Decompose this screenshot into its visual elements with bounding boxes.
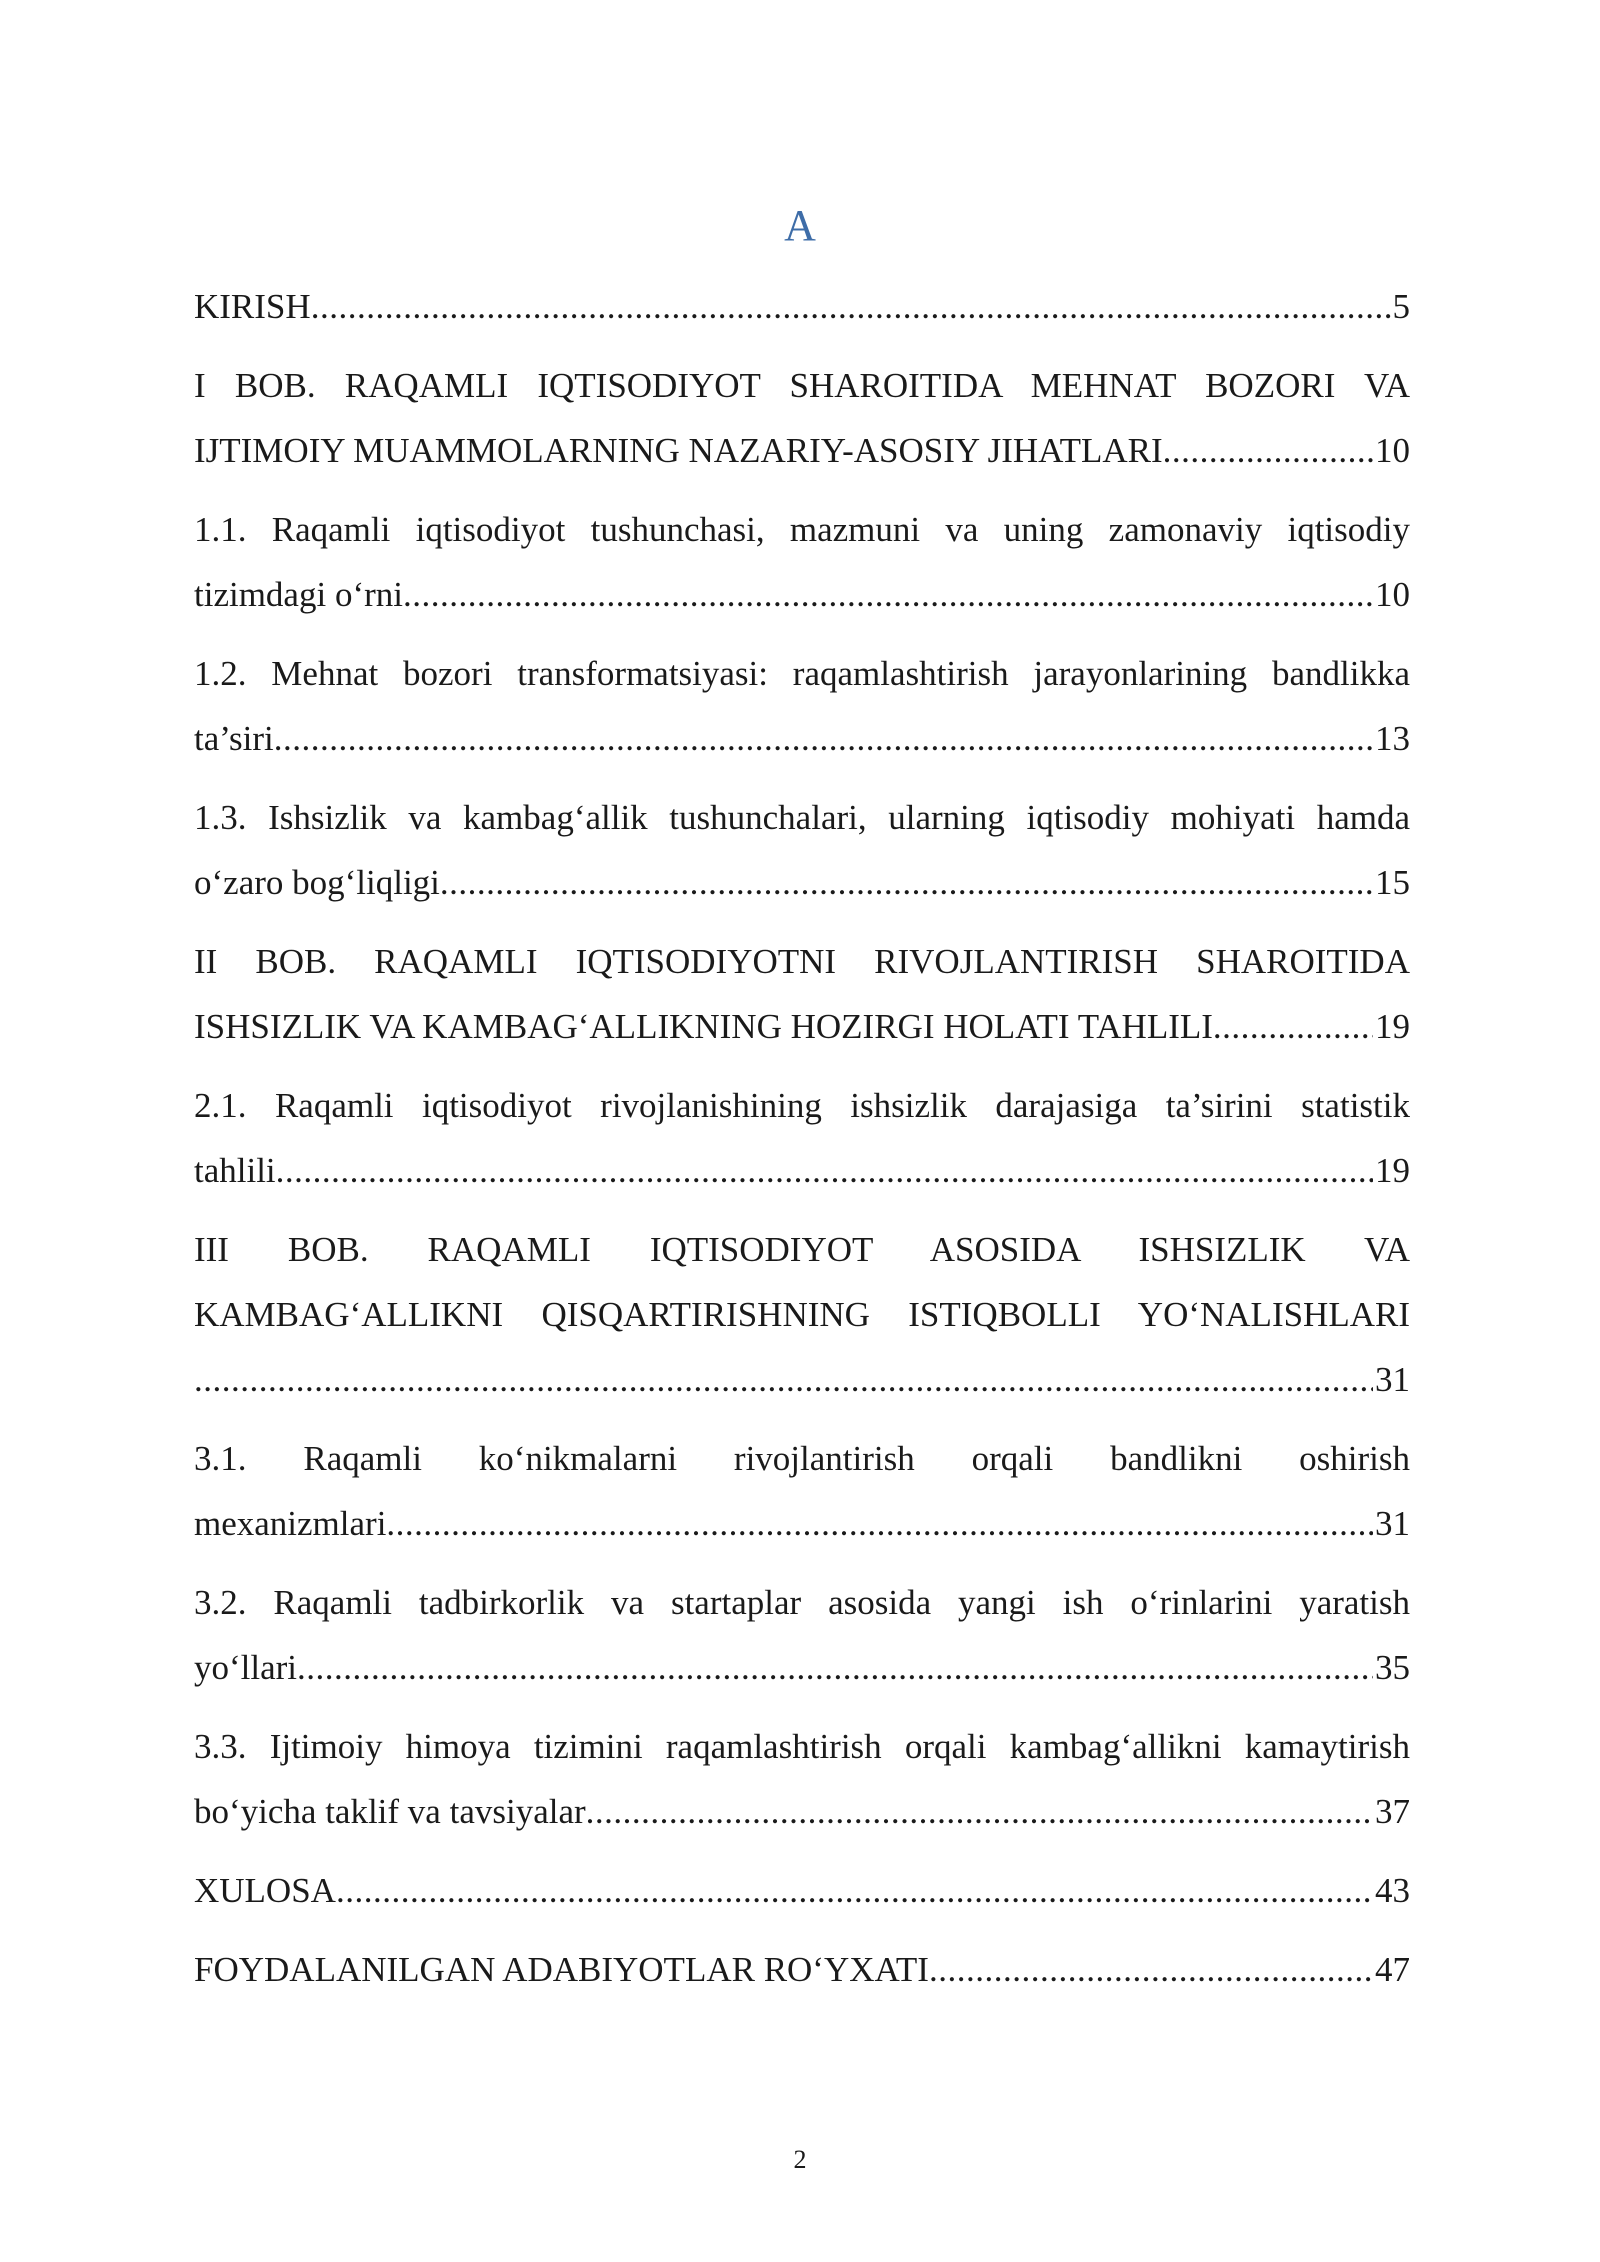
toc-entry-line [194,994,1410,1059]
toc-entry-page: 19 [1375,1151,1410,1190]
toc-entry-text: 3.2. Raqamli tadbirkorlik va startaplar asosida yangi ish o‘rinlarini yaratish [194,1583,1410,1622]
toc-entry-line [194,1858,1410,1923]
dot-leader [276,1138,1373,1203]
toc-entry-text: I BOB. RAQAMLI IQTISODIYOT SHAROITIDA MEHNAT BOZORI VA [194,366,1410,405]
dot-leader [403,562,1373,627]
toc-entry-text: 2.1. Raqamli iqtisodiyot rivojlanishining ishsizlik darajasiga ta’sirini statistik [194,1086,1410,1125]
toc-entry-line [194,562,1410,627]
toc-entry[interactable] [194,1570,1410,1700]
table-of-contents [194,274,1410,2016]
toc-title: A [784,201,816,250]
toc-entry-page: 47 [1375,1950,1410,1989]
toc-entry-text: II BOB. RAQAMLI IQTISODIYOTNI RIVOJLANTIRISH SHAROITIDA [194,942,1410,981]
toc-entry-last-line: ta’siri [194,719,274,758]
toc-entry-last-line: o‘zaro bog‘liqligi [194,863,440,902]
toc-entry-last-line: bo‘yicha taklif va tavsiyalar [194,1792,586,1831]
toc-entry-text: 1.1. Raqamli iqtisodiyot tushunchasi, mazmuni va uning zamonaviy iqtisodiy [194,510,1410,549]
toc-entry-line [194,1347,1410,1412]
toc-entry-page: 10 [1375,575,1410,614]
toc-entry-page: 43 [1375,1871,1410,1910]
page-number: 2 [793,2145,807,2174]
toc-entry-line [194,418,1410,483]
toc-entry-line [194,1635,1410,1700]
dot-leader [194,1347,1373,1412]
toc-entry-line [194,706,1410,771]
toc-entry[interactable] [194,1714,1410,1844]
toc-entry-page: 13 [1375,719,1410,758]
toc-entry-line [194,850,1410,915]
toc-entry-line [194,1138,1410,1203]
toc-entry-page: 19 [1375,1007,1410,1046]
toc-entry-text: 1.2. Mehnat bozori transformatsiyasi: raqamlashtirish jarayonlarining bandlikka [194,654,1410,693]
dot-leader [297,1635,1373,1700]
toc-entry-page: 10 [1375,431,1410,470]
dot-leader [274,706,1373,771]
toc-entry-line [194,1937,1410,2002]
toc-entry-last-line: tizimdagi o‘rni [194,575,403,614]
dot-leader [1163,418,1373,483]
toc-entry[interactable] [194,785,1410,915]
dot-leader [311,274,1391,339]
toc-entry[interactable] [194,274,1410,339]
toc-entry[interactable] [194,497,1410,627]
toc-entry[interactable] [194,929,1410,1059]
toc-entry-page: 15 [1375,863,1410,902]
dot-leader [386,1491,1373,1556]
toc-entry-last-line: KIRISH [194,287,311,326]
toc-entry[interactable] [194,1937,1410,2002]
toc-entry-last-line: mexanizmlari [194,1504,387,1543]
toc-entry-page: 31 [1375,1360,1410,1399]
toc-entry-last-line: XULOSA [194,1871,336,1910]
toc-entry-line [194,1491,1410,1556]
dot-leader [336,1858,1373,1923]
toc-entry[interactable] [194,1217,1410,1412]
toc-entry[interactable] [194,1426,1410,1556]
toc-entry-last-line: IJTIMOIY MUAMMOLARNING NAZARIY-ASOSIY JIHATLARI [194,431,1163,470]
toc-entry-last-line: FOYDALANILGAN ADABIYOTLAR RO‘YXATI [194,1950,929,1989]
toc-entry-text: 3.3. Ijtimoiy himoya tizimini raqamlashtirish orqali kambag‘allikni kamaytirish [194,1727,1410,1766]
dot-leader [440,850,1373,915]
toc-entry[interactable] [194,641,1410,771]
toc-entry-line [194,1779,1410,1844]
toc-entry-text: 3.1. Raqamli ko‘nikmalarni rivojlantirish orqali bandlikni oshirish [194,1439,1410,1478]
toc-entry-text: 1.3. Ishsizlik va kambag‘allik tushunchalari, ularning iqtisodiy mohiyati hamda [194,798,1410,837]
toc-entry-page: 37 [1375,1792,1410,1831]
toc-entry-last-line: tahlili [194,1151,276,1190]
toc-entry-last-line: ISHSIZLIK VA KAMBAG‘ALLIKNING HOZIRGI HOLATI TAHLILI [194,1007,1213,1046]
toc-entry-page: 35 [1375,1648,1410,1687]
dot-leader [929,1937,1373,2002]
dot-leader [1213,994,1373,1059]
toc-entry[interactable] [194,1858,1410,1923]
dot-leader [586,1779,1373,1844]
toc-entry-text: III BOB. RAQAMLI IQTISODIYOT ASOSIDA ISHSIZLIK VA KAMBAG‘ALLIKNI QISQARTIRISHNING ISTIQBOLLI YO‘NALISHLARI [194,1230,1410,1334]
toc-entry[interactable] [194,1073,1410,1203]
toc-entry-page: 5 [1392,287,1410,326]
toc-entry-line [194,274,1410,339]
toc-entry[interactable] [194,353,1410,483]
toc-entry-page: 31 [1375,1504,1410,1543]
toc-entry-last-line: yo‘llari [194,1648,298,1687]
